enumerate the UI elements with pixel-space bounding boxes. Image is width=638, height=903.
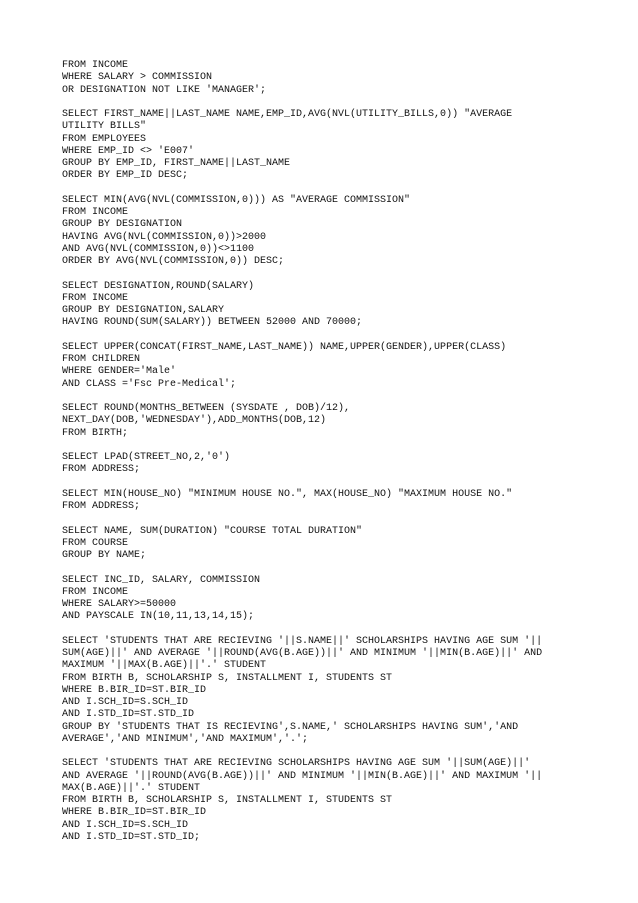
sql-code-line: AND CLASS ='Fsc Pre-Medical';: [62, 378, 237, 390]
sql-code-line: GROUP BY EMP_ID, FIRST_NAME||LAST_NAME: [62, 158, 291, 169]
sql-code-line: SELECT DESIGNATION,ROUND(SALARY): [62, 280, 255, 292]
sql-code-line: HAVING AVG(NVL(COMMISSION,0))>2000: [62, 231, 267, 243]
sql-statement-block: [62, 489, 602, 514]
sql-code-line: WHERE B.BIR_ID=ST.BIR_ID: [62, 684, 207, 696]
sql-code-line: WHERE SALARY>=50000: [62, 599, 177, 610]
sql-code-line: GROUP BY DESIGNATION: [62, 219, 183, 231]
sql-code-line: SELECT INC_ID, SALARY, COMMISSION: [62, 574, 261, 586]
sql-code-line: WHERE B.BIR_ID=ST.BIR_ID: [62, 807, 207, 819]
sql-code-line: SUM(AGE)||' AND AVERAGE '||ROUND(AVG(B.AGE))||' AND MINIMUM '||MIN(B.AGE)||' AND: [62, 648, 543, 659]
sql-code-line: SELECT 'STUDENTS THAT ARE RECIEVING SCHOLARSHIPS HAVING AGE SUM '||SUM(AGE)||': [62, 758, 531, 770]
sql-code-line: ORDER BY AVG(NVL(COMMISSION,0)) DESC;: [62, 256, 285, 267]
sql-code-line: FROM INCOME: [62, 586, 129, 598]
sql-code-line: FROM ADDRESS;: [62, 464, 141, 476]
sql-statement-block: [62, 526, 602, 563]
sql-statement-block: [62, 342, 602, 391]
sql-code-line: FROM CHILDREN: [62, 354, 141, 365]
sql-statement-block: [62, 109, 602, 183]
sql-code-line: FROM INCOME: [62, 60, 129, 71]
sql-code-line: WHERE SALARY > COMMISSION: [62, 72, 213, 84]
sql-statement-block: [62, 758, 602, 844]
sql-code-line: FROM ADDRESS;: [62, 501, 141, 512]
sql-code-line: SELECT LPAD(STREET_NO,2,'0'): [62, 452, 231, 463]
sql-code-line: AND AVERAGE '||ROUND(AVG(B.AGE))||' AND MINIMUM '||MIN(B.AGE)||' AND MAXIMUM '||: [62, 770, 543, 782]
sql-code-line: AND I.SCH_ID=S.SCH_ID: [62, 697, 189, 708]
sql-code-line: FROM COURSE: [62, 537, 129, 549]
sql-code-line: AND PAYSCALE IN(10,11,13,14,15);: [62, 611, 255, 623]
sql-code-line: GROUP BY 'STUDENTS THAT IS RECIEVING',S.NAME,' SCHOLARSHIPS HAVING SUM','AND: [62, 721, 519, 733]
sql-code-line: MAXIMUM '||MAX(B.AGE)||'.' STUDENT: [62, 660, 267, 672]
sql-code-line: NEXT_DAY(DOB,'WEDNESDAY'),ADD_MONTHS(DOB,12): [62, 415, 327, 427]
sql-code-line: WHERE EMP_ID <> 'E007': [62, 145, 195, 157]
sql-code-line: SELECT UPPER(CONCAT(FIRST_NAME,LAST_NAME)) NAME,UPPER(GENDER),UPPER(CLASS): [62, 341, 507, 353]
sql-code-line: SELECT FIRST_NAME||LAST_NAME NAME,EMP_ID,AVG(NVL(UTILITY_BILLS,0)) "AVERAGE: [62, 109, 513, 120]
sql-code-line: ORDER BY EMP_ID DESC;: [62, 170, 189, 182]
sql-code-line: AND I.STD_ID=ST.STD_ID;: [62, 831, 201, 843]
sql-statement-block: [62, 195, 602, 269]
sql-statement-block: [62, 281, 602, 330]
sql-code-line: WHERE GENDER='Male': [62, 366, 177, 378]
sql-code-line: GROUP BY NAME;: [62, 550, 147, 561]
sql-code-line: MAX(B.AGE)||'.' STUDENT: [62, 782, 201, 794]
sql-code-line: FROM BIRTH B, SCHOLARSHIP S, INSTALLMENT I, STUDENTS ST: [62, 795, 393, 806]
sql-statement-block: [62, 575, 602, 624]
sql-code-line: FROM INCOME: [62, 207, 129, 218]
sql-statement-block: [62, 403, 602, 440]
sql-code-line: FROM INCOME: [62, 292, 129, 304]
sql-statement-block: [62, 636, 602, 746]
sql-code-line: SELECT NAME, SUM(DURATION) "COURSE TOTAL DURATION": [62, 525, 363, 537]
sql-code-line: FROM BIRTH;: [62, 427, 129, 439]
sql-code-line: OR DESIGNATION NOT LIKE 'MANAGER';: [62, 84, 267, 96]
sql-code-line: SELECT MIN(HOUSE_NO) "MINIMUM HOUSE NO.", MAX(HOUSE_NO) "MAXIMUM HOUSE NO.": [62, 488, 513, 500]
sql-code-line: AND I.SCH_ID=S.SCH_ID: [62, 819, 189, 831]
sql-code-line: FROM BIRTH B, SCHOLARSHIP S, INSTALLMENT I, STUDENTS ST: [62, 672, 393, 684]
sql-code-line: AND AVG(NVL(COMMISSION,0))<>1100: [62, 243, 255, 255]
sql-code-listing: [62, 60, 602, 856]
sql-code-line: HAVING ROUND(SUM(SALARY)) BETWEEN 52000 AND 70000;: [62, 317, 363, 329]
sql-code-line: SELECT ROUND(MONTHS_BETWEEN (SYSDATE , DOB)/12),: [62, 403, 351, 414]
sql-code-line: GROUP BY DESIGNATION,SALARY: [62, 305, 225, 316]
sql-code-line: SELECT MIN(AVG(NVL(COMMISSION,0))) AS "AVERAGE COMMISSION": [62, 194, 411, 206]
sql-code-line: FROM EMPLOYEES: [62, 133, 147, 145]
sql-statement-block: [62, 452, 602, 477]
sql-code-line: UTILITY BILLS": [62, 121, 147, 133]
sql-code-line: AND I.STD_ID=ST.STD_ID: [62, 709, 195, 721]
sql-statement-block: [62, 60, 602, 97]
sql-code-line: SELECT 'STUDENTS THAT ARE RECIEVING '||S.NAME||' SCHOLARSHIPS HAVING AGE SUM '||: [62, 635, 543, 647]
sql-code-line: AVERAGE','AND MINIMUM','AND MAXIMUM','.';: [62, 733, 309, 745]
